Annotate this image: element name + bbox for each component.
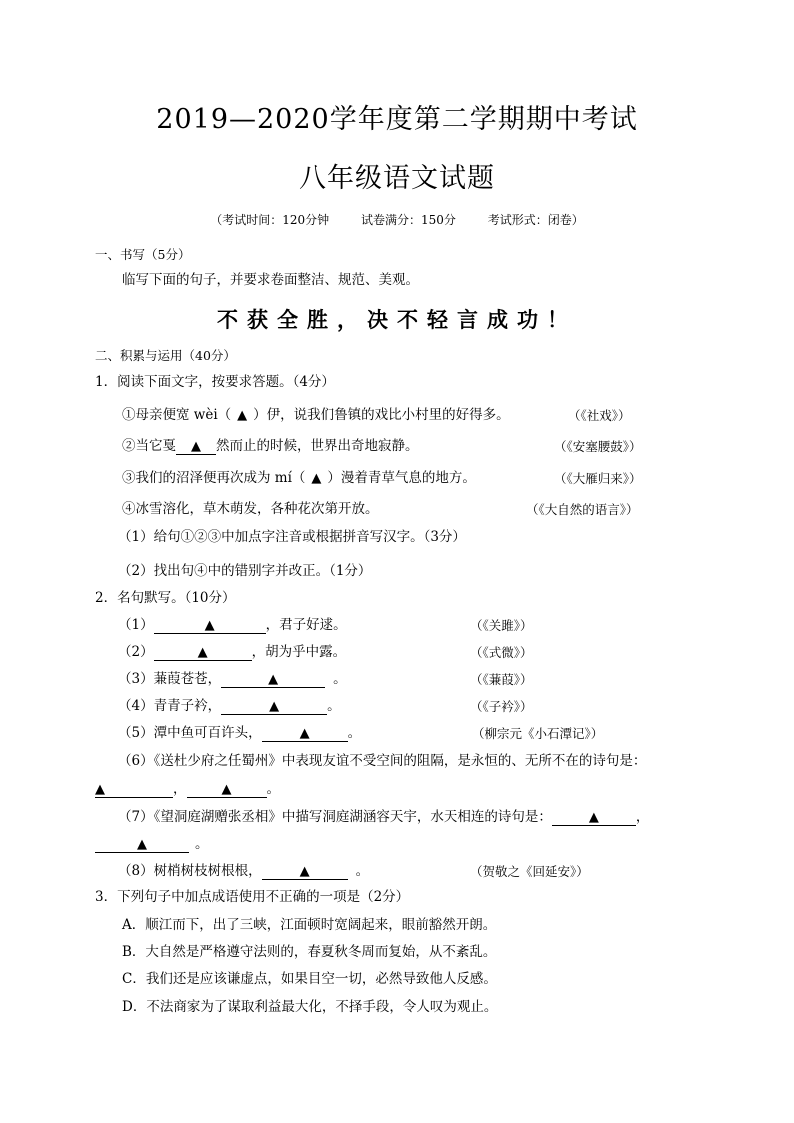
answer-blank[interactable] (221, 699, 327, 715)
q1-s2-pre: ②当它戛 (122, 438, 176, 454)
section-1-instruction: 临写下面的句子，并要求卷面整洁、规范、美观。 (122, 272, 419, 288)
q2-line-7 (118, 808, 649, 826)
q1-s2-post: 然而止的时候，世界出奇地寂静。 (216, 438, 419, 454)
q2-l1-pre: （1） (118, 617, 154, 633)
answer-marker: ▲ (204, 618, 215, 633)
q2-l8-post: 。 (355, 863, 370, 879)
answer-marker: ▲ (588, 810, 599, 825)
q2-line-7-answer (95, 835, 209, 853)
q2-l5-source: （柳宗元《小石潭记》） (472, 726, 604, 741)
q1-s3-source: （《大雁归来》） (554, 471, 642, 486)
q2-line-2 (118, 643, 346, 661)
q2-l7-text: （7）《望洞庭湖赠张丞相》中描写洞庭湖涵容天宇，水天相连的诗句是： (118, 809, 552, 825)
q2-line-8 (118, 862, 369, 880)
answer-marker: ▲ (237, 408, 248, 423)
q3-option-d: D．不法商家为了谋取利益最大化，不择手段，令人叹为观止。 (122, 999, 498, 1015)
q1-s3-post: ）漫着青草气息的地方。 (327, 470, 476, 486)
answer-marker: ▲ (268, 672, 279, 687)
q2-line-6: （6）《送杜少府之任蜀州》中表现友谊不受空间的阻隔，是永恒的、无所不在的诗句是： (118, 753, 647, 769)
q2-l5-post: 。 (347, 725, 362, 741)
q2-line-6-answers (95, 780, 280, 798)
exam-title: 2019—2020学年度第二学期期中考试 (156, 104, 638, 135)
q2-l3-pre: （3）蒹葭苍苍， (118, 671, 222, 687)
exam-info (0, 211, 794, 228)
q2-l1-post: ，君子好逑。 (265, 617, 347, 633)
q2-line-4 (118, 697, 341, 715)
q2-l4-post: 。 (327, 698, 341, 714)
answer-marker: ▲ (221, 782, 232, 797)
answer-marker: ▲ (191, 439, 201, 454)
q2-l6-end: 。 (266, 781, 280, 797)
q2-l2-pre: （2） (118, 644, 154, 660)
q1-s1-pre: ①母亲便宽 wèi（ (122, 407, 232, 423)
q1-sentence-1 (122, 406, 510, 425)
answer-blank[interactable] (262, 726, 348, 742)
answer-blank[interactable] (187, 782, 267, 798)
motto-sentence: 不获全胜，决不轻言成功！ (217, 307, 577, 332)
q3-option-a: A．顺江而下，出了三峡，江面顿时宽阔起来，眼前豁然开朗。 (122, 917, 497, 933)
exam-full-score: 试卷满分：150分 (360, 213, 456, 227)
q2-stem: 2．名句默写。（10分） (95, 590, 236, 606)
q1-s1-source: （《社戏》） (568, 408, 631, 423)
answer-blank[interactable] (154, 618, 266, 634)
q2-l8-pre: （8）树梢树枝树根根， (118, 863, 262, 879)
answer-blank[interactable] (154, 645, 252, 661)
q1-sentence-2 (122, 437, 419, 455)
answer-marker: ▲ (269, 699, 280, 714)
q2-l5-pre: （5）潭中鱼可百许头， (118, 725, 262, 741)
q2-l1-source: （《关雎》） (470, 618, 533, 633)
answer-blank[interactable] (176, 439, 216, 455)
answer-blank[interactable] (95, 837, 189, 853)
q3-stem: 3．下列句子中加点成语使用不正确的一项是（2分） (95, 889, 410, 905)
exam-subtitle: 八年级语文试题 (299, 163, 495, 194)
answer-marker: ▲ (137, 837, 147, 852)
q2-l4-pre: （4）青青子衿， (118, 698, 222, 714)
q2-l8-source: （贺敬之《回延安》） (470, 864, 589, 879)
q1-sentence-3 (122, 469, 476, 488)
answer-marker: ▲ (299, 726, 310, 741)
q2-l7-sep: ， (635, 809, 650, 825)
answer-marker: ▲ (197, 645, 208, 660)
q1-sub-question-1: （1）给句①②③中加点字注音或根据拼音写汉字。（3分） (118, 529, 466, 545)
q1-sub-question-2: （2）找出句④中的错别字并改正。（1分） (118, 563, 372, 579)
q1-s1-post: ）伊，说我们鲁镇的戏比小村里的好得多。 (253, 407, 510, 423)
answer-blank[interactable] (552, 810, 636, 826)
q2-line-5 (118, 724, 361, 742)
section-1-heading: 一、书写（5分） (95, 247, 191, 262)
q3-option-c: C．我们还是应该谦虚点，如果目空一切，必然导致他人反感。 (122, 971, 497, 987)
q2-l6-sep: ， (173, 781, 187, 797)
q2-l3-source: （《蒹葭》） (470, 672, 533, 687)
answer-blank[interactable] (95, 782, 173, 798)
q2-l3-post: 。 (333, 671, 347, 687)
q1-s4-source: （《大自然的语言》） (526, 502, 639, 517)
q1-s3-pre: ③我们的沼泽便再次成为 mí（ (122, 470, 306, 486)
q3-option-b: B．大自然是严格遵守法则的，春夏秋冬周而复始，从不紊乱。 (122, 944, 497, 960)
answer-marker: ▲ (299, 864, 310, 879)
q2-l2-source: （《式微》） (470, 645, 533, 660)
q2-l4-source: （《子衿》） (470, 699, 533, 714)
section-2-heading: 二、积累与运用（40分） (95, 348, 236, 363)
q2-l7-end: 。 (195, 836, 209, 852)
exam-form: 考试形式：闭卷） (487, 213, 584, 227)
answer-marker: ▲ (95, 782, 105, 797)
q2-line-3 (118, 670, 347, 688)
exam-time: （考试时间：120分钟 (210, 213, 330, 227)
answer-blank[interactable] (221, 672, 325, 688)
q1-sentence-4: ④冰雪溶化，草木萌发，各种花次第开放。 (122, 501, 379, 517)
answer-blank[interactable] (262, 864, 348, 880)
answer-marker: ▲ (311, 471, 322, 486)
q1-stem: 1．阅读下面文字，按要求答题。（4分） (95, 374, 335, 390)
q1-s2-source: （《安塞腰鼓》） (554, 439, 642, 454)
q2-l2-post: ，胡为乎中露。 (251, 644, 347, 660)
q2-line-1 (118, 616, 347, 634)
